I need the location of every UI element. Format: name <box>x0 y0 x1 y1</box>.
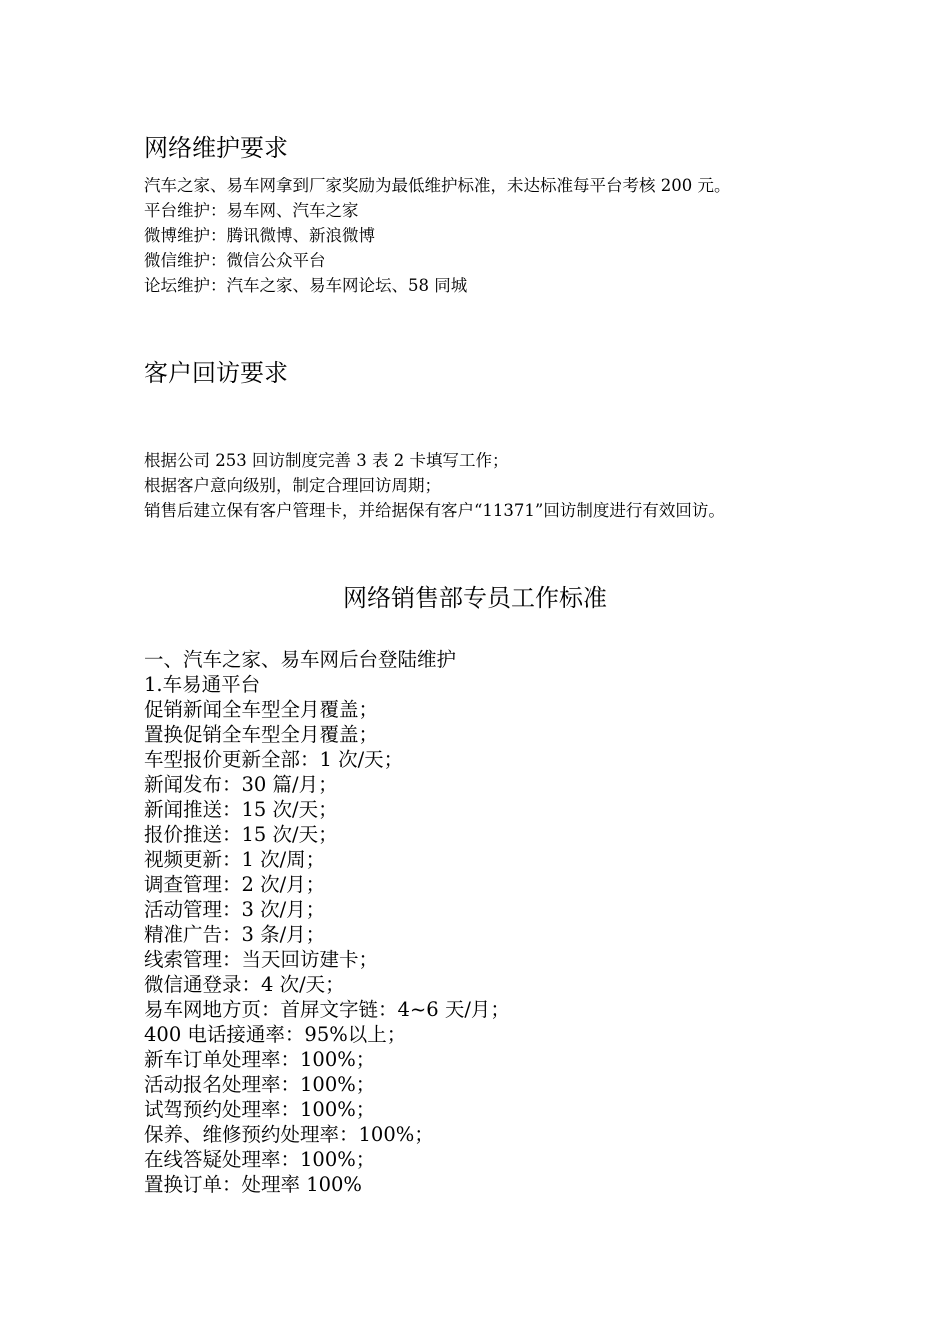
text-line: 置换订单：处理率 100% <box>144 1173 362 1196</box>
text-line: 微博维护：腾讯微博、新浪微博 <box>144 226 375 245</box>
text-line: 根据客户意向级别，制定合理回访周期； <box>144 476 441 495</box>
text-line: 400 电话接通率：95%以上； <box>144 1023 407 1046</box>
text-line: 试驾预约处理率：100%； <box>144 1098 376 1121</box>
text-line: 一、汽车之家、易车网后台登陆维护 <box>144 648 457 671</box>
work-standard-list <box>144 647 510 1197</box>
text-line: 汽车之家、易车网拿到厂家奖励为最低维护标准，未达标准每平台考核 200 元。 <box>144 176 731 195</box>
text-line: 精准广告：3 条/月； <box>144 923 326 946</box>
text-line: 线索管理：当天回访建卡； <box>144 948 379 971</box>
text-line: 易车网地方页：首屏文字链：4~6 天/月； <box>144 998 510 1021</box>
text-line: 活动管理：3 次/月； <box>144 898 326 921</box>
text-line: 报价推送：15 次/天； <box>144 823 338 846</box>
customer-followup-list <box>144 448 725 523</box>
text-line: 销售后建立保有客户管理卡，并给据保有客户“11371”回访制度进行有效回访。 <box>144 501 725 520</box>
text-line: 保养、维修预约处理率：100%； <box>144 1123 434 1146</box>
text-line: 促销新闻全车型全月覆盖； <box>144 698 379 721</box>
text-line: 调查管理：2 次/月； <box>144 873 326 896</box>
text-line: 新闻推送：15 次/天； <box>144 798 338 821</box>
text-line: 微信维护：微信公众平台 <box>144 251 326 270</box>
text-line: 视频更新：1 次/周； <box>144 848 326 871</box>
text-line: 1.车易通平台 <box>144 673 261 696</box>
text-line: 微信通登录：4 次/天； <box>144 973 345 996</box>
text-line: 新闻发布：30 篇/月； <box>144 773 338 796</box>
network-maintenance-list <box>144 173 730 298</box>
text-line: 论坛维护：汽车之家、易车网论坛、58 同城 <box>144 276 468 295</box>
section-heading-customer-followup: 客户回访要求 <box>144 359 288 387</box>
text-line: 车型报价更新全部：1 次/天； <box>144 748 404 771</box>
text-line: 置换促销全车型全月覆盖； <box>144 723 379 746</box>
text-line: 在线答疑处理率：100%； <box>144 1148 376 1171</box>
text-line: 根据公司 253 回访制度完善 3 表 2 卡填写工作； <box>144 451 509 470</box>
document-title: 网络销售部专员工作标准 <box>343 584 607 612</box>
text-line: 平台维护：易车网、汽车之家 <box>144 201 359 220</box>
section-heading-network-maintenance: 网络维护要求 <box>144 134 288 162</box>
text-line: 新车订单处理率：100%； <box>144 1048 376 1071</box>
text-line: 活动报名处理率：100%； <box>144 1073 376 1096</box>
